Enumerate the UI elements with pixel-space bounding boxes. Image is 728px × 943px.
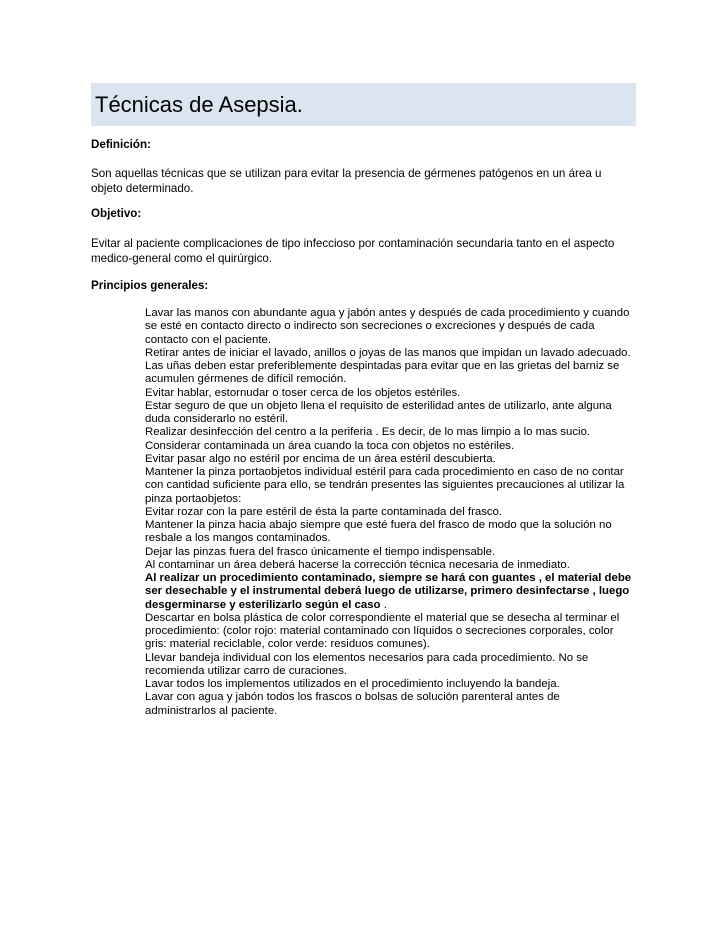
principle-text: Mantener la pinza portaobjetos individual estéril para cada procedimiento en caso de no contar	[145, 466, 624, 478]
principle-text: Lavar las manos con abundante agua y jabón antes y después de cada procedimiento y cuando	[145, 307, 630, 319]
principle-item	[145, 691, 645, 718]
principle-line	[145, 572, 645, 585]
principle-item	[145, 440, 645, 453]
principle-text: Retirar antes de iniciar el lavado, anillos o joyas de las manos que impidan un lavado adecuado.	[145, 346, 631, 359]
principle-text: Evitar hablar, estornudar o toser cerca de los objetos estériles.	[145, 386, 461, 399]
principle-line	[145, 585, 645, 598]
principle-emphasis: Al realizar un procedimiento contaminado, siempre se hará con guantes , el material debe	[145, 572, 632, 584]
principles-heading: Principios generales:	[91, 279, 209, 292]
principle-text: se esté en contacto directo o indirecto son secreciones o excreciones y después de cada	[145, 320, 595, 333]
principle-item	[145, 307, 645, 347]
principle-item	[145, 652, 645, 679]
principle-line	[145, 559, 645, 572]
principle-text: resbale a los mangos contaminados.	[145, 532, 331, 545]
principle-line	[145, 413, 645, 426]
principle-text: Dejar las pinzas fuera del frasco únicamente el tiempo indispensable.	[145, 545, 496, 558]
definition-line: Son aquellas técnicas que se utilizan para evitar la presencia de gérmenes patógenos en un área u	[91, 167, 602, 180]
principle-text: Considerar contaminada un área cuando la toca con objetos no estériles.	[145, 439, 515, 452]
principle-emphasis: ser desechable y el instrumental deberá luego de utilizarse, primero desinfectarse , luego	[145, 585, 630, 598]
principle-line	[145, 532, 645, 545]
principle-line	[145, 652, 645, 665]
principle-line	[145, 334, 645, 347]
principle-text: recomienda utilizar carro de curaciones.	[145, 664, 347, 677]
principle-text: Llevar bandeja individual con los elementos necesarios para cada procedimiento. No se	[145, 651, 589, 664]
principle-item	[145, 453, 645, 466]
principle-text: con cantidad suficiente para ello, se tendrán presentes las siguientes precauciones al utilizar la	[145, 479, 625, 492]
principle-line	[145, 665, 645, 678]
principle-line	[145, 625, 645, 638]
principle-line	[145, 347, 645, 360]
principle-line	[145, 426, 645, 439]
principle-text: Descartar en bolsa plástica de color correspondiente el material que se desecha al terminar el	[145, 611, 620, 624]
principles-list	[145, 307, 645, 718]
principle-text: Evitar pasar algo no estéril por encima de un área estéril descubierta.	[145, 452, 496, 465]
principle-item	[145, 546, 645, 559]
objective-text	[91, 236, 636, 266]
principle-text: Lavar con agua y jabón todos los frascos o bolsas de solución parenteral antes de	[145, 691, 560, 704]
principle-item	[145, 360, 645, 387]
principle-item	[145, 387, 645, 400]
principle-line	[145, 519, 645, 532]
principle-line	[145, 493, 645, 506]
principle-item	[145, 559, 645, 572]
principle-text: Evitar rozar con la pare estéril de ésta la parte contaminada del frasco.	[145, 505, 503, 518]
principle-line	[145, 387, 645, 400]
definition-heading: Definición:	[91, 138, 151, 151]
principle-item	[145, 347, 645, 360]
objective-line: Evitar al paciente complicaciones de tipo infeccioso por contaminación secundaria tanto en el aspecto	[91, 237, 615, 250]
principle-text: Lavar todos los implementos utilizados en el procedimiento incluyendo la bandeja.	[145, 678, 560, 690]
principle-text: gris: material reciclable, color verde: residuos comunes).	[145, 638, 430, 651]
principle-text: procedimiento: (color rojo: material contaminado con líquidos o secreciones corporales, color	[145, 625, 614, 637]
principle-item	[145, 466, 645, 506]
principle-line	[145, 373, 645, 386]
principle-line	[145, 479, 645, 492]
definition-line: objeto determinado.	[91, 182, 194, 195]
principle-line	[145, 691, 645, 704]
principle-text: Al contaminar un área deberá hacerse la corrección técnica necesaria de inmediato.	[145, 558, 570, 571]
principle-line	[145, 453, 645, 466]
principle-text: Estar seguro de que un objeto llena el requisito de esterilidad antes de utilizarlo, ante alguna	[145, 399, 612, 412]
principle-line	[145, 466, 645, 479]
principle-text: Las uñas deben estar preferiblemente despintadas para evitar que en las grietas del barniz se	[145, 360, 620, 372]
document-title: Técnicas de Asepsia.	[95, 92, 303, 117]
principle-text: contacto con el paciente.	[145, 333, 272, 346]
principle-item	[145, 612, 645, 652]
principle-text: acumulen gérmenes de difícil remoción.	[145, 373, 347, 386]
principle-text: Mantener la pinza hacia abajo siempre que esté fuera del frasco de modo que la solución no	[145, 519, 612, 531]
title-band	[91, 83, 636, 126]
principle-text: duda considerarlo no estéril.	[145, 413, 289, 425]
principle-line	[145, 705, 645, 718]
principle-tail: .	[380, 598, 387, 611]
principle-line	[145, 360, 645, 373]
principle-item	[145, 519, 645, 546]
principle-line	[145, 440, 645, 453]
principle-text: administrarlos al paciente.	[145, 704, 278, 717]
principle-item	[145, 572, 645, 612]
principle-item	[145, 400, 645, 427]
principle-line	[145, 612, 645, 625]
principle-line	[145, 546, 645, 559]
principle-line	[145, 506, 645, 519]
principle-line	[145, 307, 645, 320]
principle-line	[145, 400, 645, 413]
principle-item	[145, 426, 645, 439]
principle-item	[145, 678, 645, 691]
principle-text: pinza portaobjetos:	[145, 492, 242, 505]
principle-emphasis: desgerminarse y esterilizarlo según el caso	[145, 598, 381, 611]
principle-text: Realizar desinfección del centro a la periferia . Es decir, de lo mas limpio a lo mas sucio.	[145, 426, 591, 439]
objective-line: medico-general como el quirúrgico.	[91, 252, 273, 265]
principle-item	[145, 506, 645, 519]
principle-line	[145, 320, 645, 333]
principle-line	[145, 638, 645, 651]
principle-line	[145, 599, 645, 612]
definition-text	[91, 166, 636, 196]
principle-line	[145, 678, 645, 691]
objective-heading: Objetivo:	[91, 207, 142, 220]
